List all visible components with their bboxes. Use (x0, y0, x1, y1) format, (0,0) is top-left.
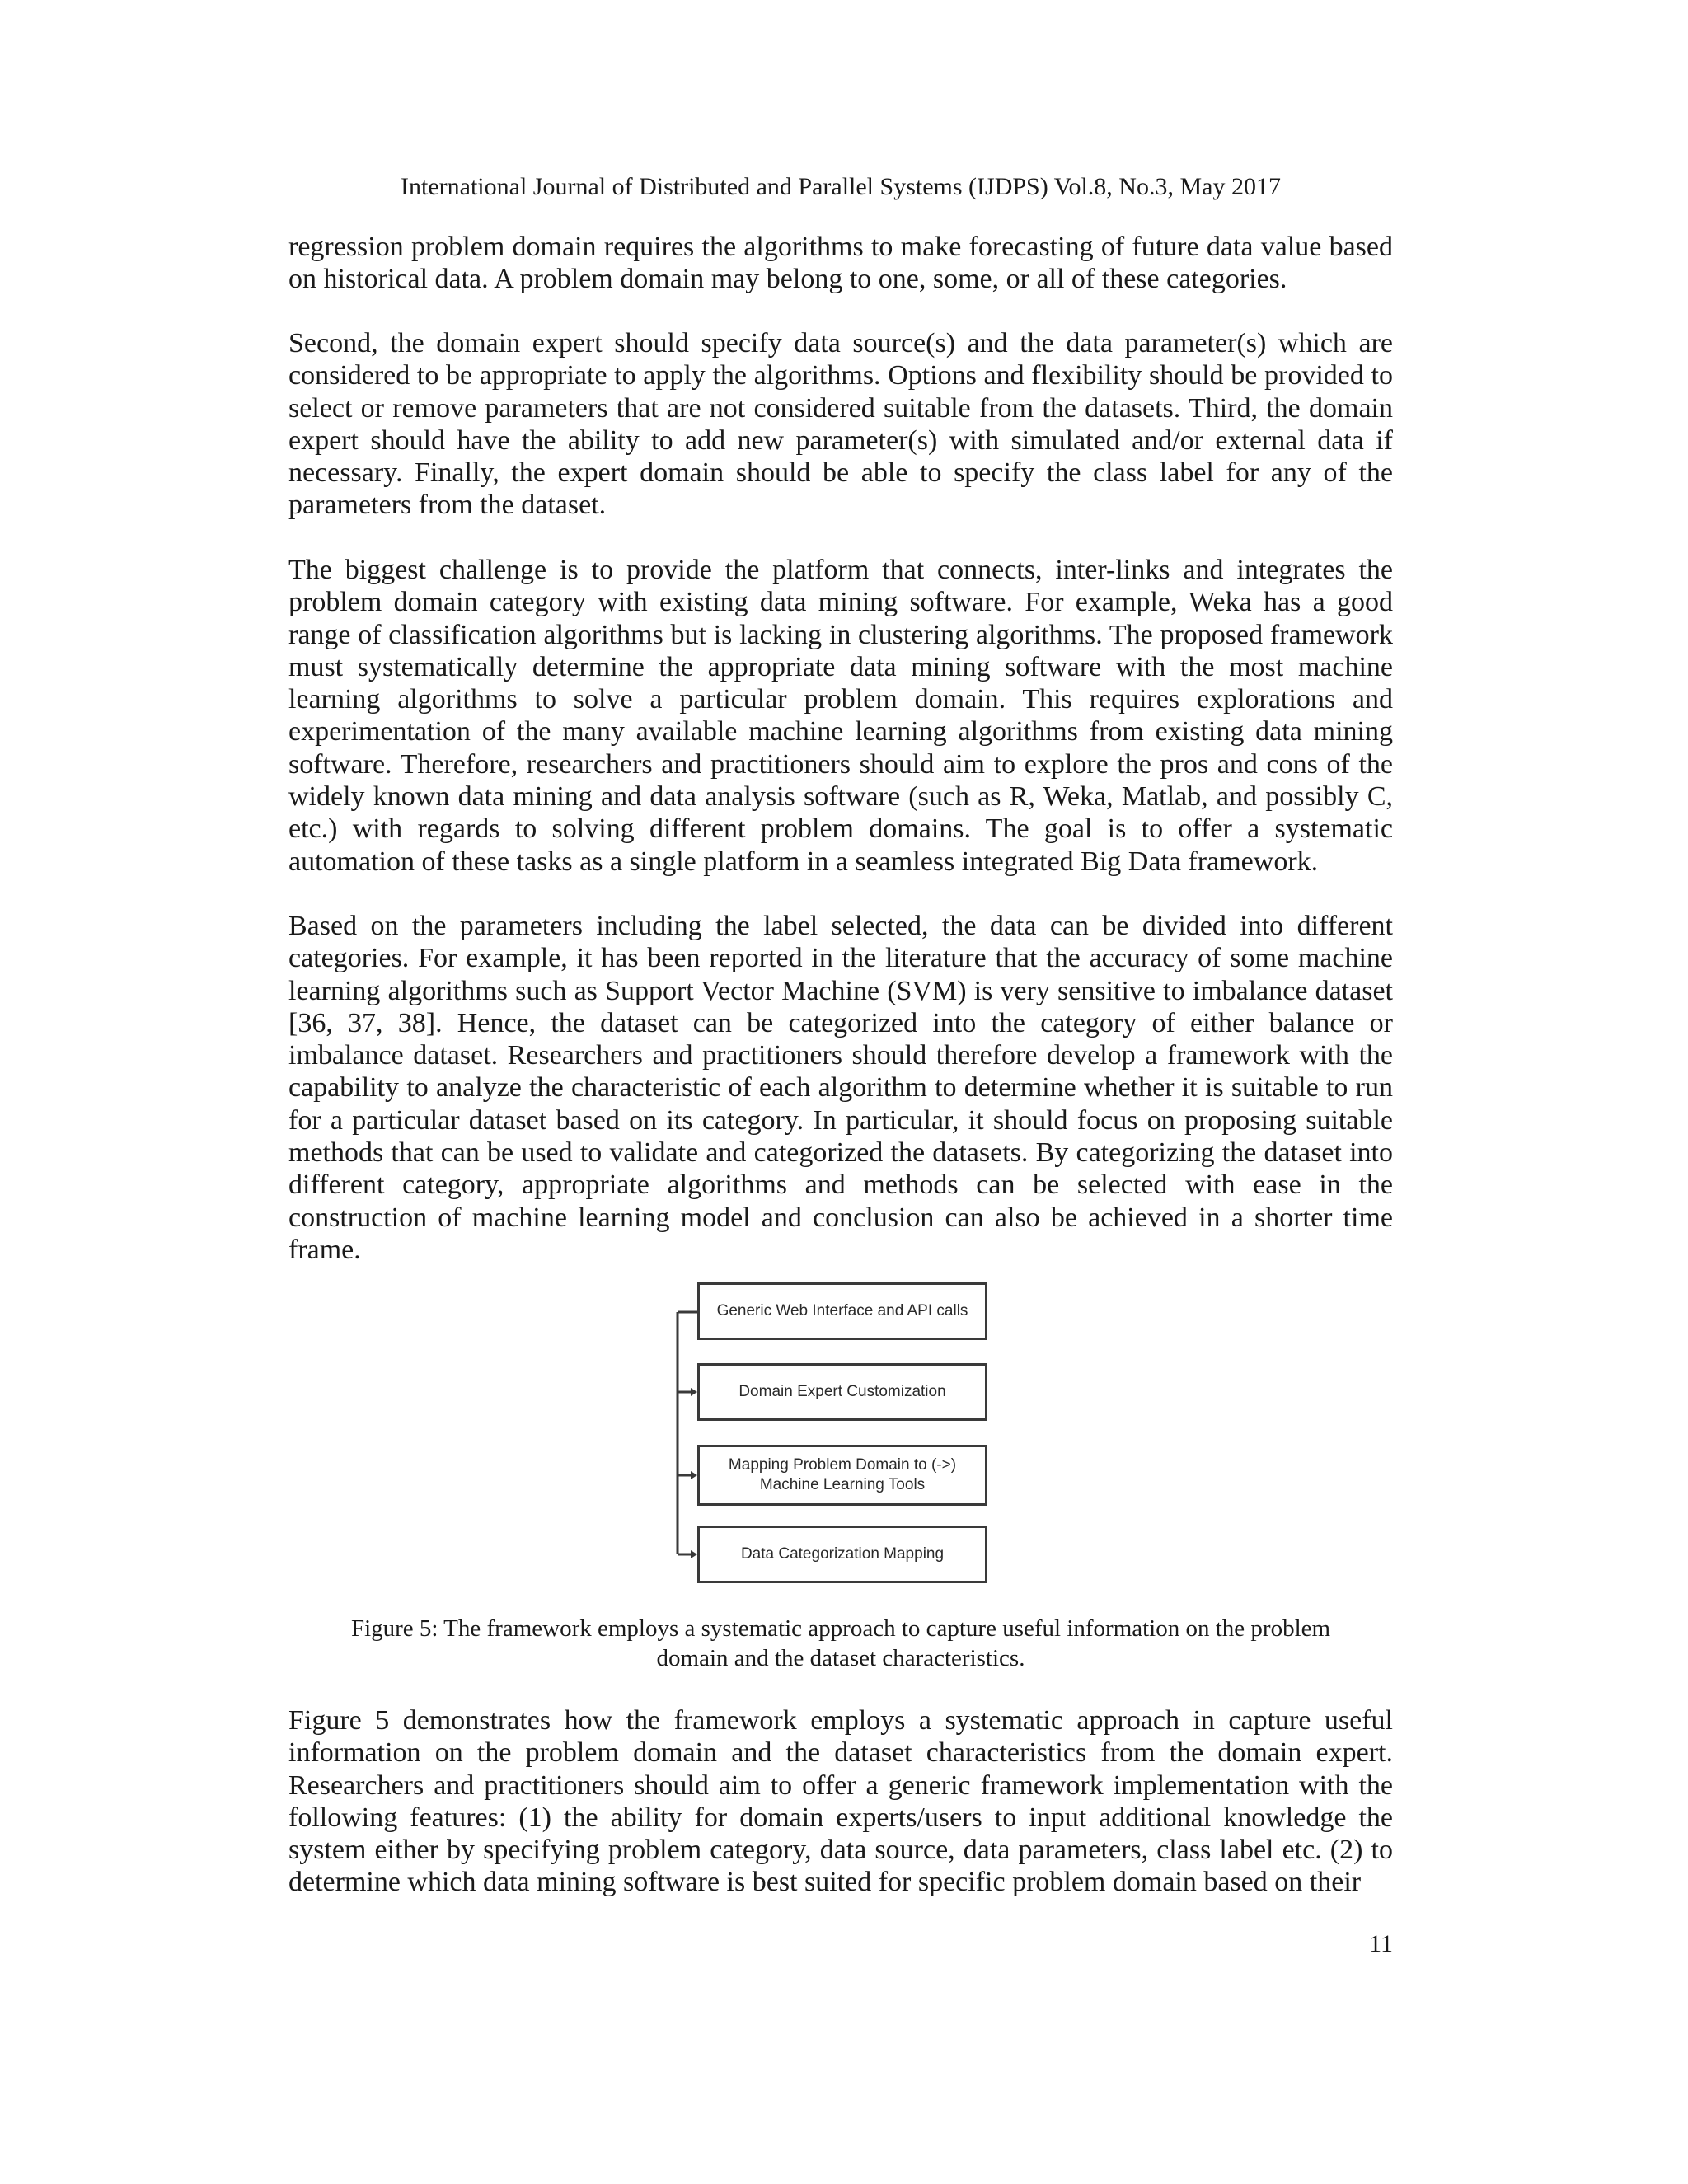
figure-box-web-interface (697, 1282, 987, 1340)
figure-box-domain-expert (697, 1363, 987, 1421)
arrowhead-4 (691, 1550, 697, 1558)
figure-box-label: Data Categorization Mapping (740, 1545, 945, 1563)
body-paragraph-3: The biggest challenge is to provide the platform that connects, inter-links and integrates the problem domain category with existing data mining software. For example, Weka has a good range of classification algorithms but is lacking in clustering algorithms. The proposed framework must systematically determine the appropriate data mining software with the most machine learning algorithms to solve a particular problem domain. This requires explorations and experimentation of the many available machine learning algorithms from existing data mining software. Therefore, researchers and practitioners should aim to explore the pros and cons of the widely known data mining and data analysis software (such as R, Weka, Matlab, and possibly C, etc.) with regards to solving different problem domains. The goal is to offer a systematic automation of these tasks as a single platform in a seamless integrated Big Data framework. (288, 555, 1393, 877)
body-paragraph-2: Second, the domain expert should specify data source(s) and the data parameter(s) which are considered to be appropriate to apply the algorithms. Options and flexibility should be provided to select or remove parameters that are not considered suitable from the datasets. Third, the domain expert should have the ability to add new parameter(s) with simulated and/or external data if necessary. Finally, the expert domain should be able to specify the class label for any of the parameters from the dataset. (288, 328, 1393, 521)
arrowhead-2 (691, 1388, 697, 1396)
body-paragraph-1: regression problem domain requires the algorithms to make forecasting of future data value based on historical data. A problem domain may belong to one, some, or all of these categories. (288, 232, 1393, 295)
figure-box-label: Domain Expert Customization (738, 1383, 946, 1400)
figure-caption: Figure 5: The framework employs a systematic approach to capture useful information on the problem domain and the dataset characteristics. (350, 1615, 1331, 1671)
figure-box-data-categorization (697, 1526, 987, 1583)
body-paragraph-4: Based on the parameters including the label selected, the data can be divided into different categories. For example, it has been reported in the literature that the accuracy of some machine learning algorithms such as Support Vector Machine (SVM) is very sensitive to imbalance dataset [36, 37, 38]. Hence, the dataset can be categorized into the category of either balance or imbalance dataset. Researchers and practitioners should therefore develop a framework with the capability to analyze the characteristic of each algorithm to determine whether it is suitable to run for a particular dataset based on its category. In particular, it should focus on proposing suitable methods that can be used to validate and categorized the datasets. By categorizing the dataset into different category, appropriate algorithms and methods can be selected with ease in the construction of machine learning model and conclusion can also be achieved in a shorter time frame. (288, 911, 1393, 1265)
arrowhead-3 (691, 1471, 697, 1479)
figure-box-mapping (697, 1445, 987, 1506)
figure-5-diagram (674, 1282, 1014, 1587)
running-header: International Journal of Distributed and Parallel Systems (IJDPS) Vol.8, No.3, May 2017 (401, 173, 1281, 200)
figure-box-label: Generic Web Interface and API calls (716, 1302, 968, 1319)
figure-box-label: Mapping Problem Domain to (->) Machine Learning Tools (728, 1456, 957, 1493)
body-paragraph-5: Figure 5 demonstrates how the framework employs a systematic approach in capture useful information on the problem domain and the dataset characteristics from the domain expert. Researchers and practitioners should aim to offer a generic framework implementation with the following features: (1) the ability for domain experts/users to input additional knowledge the system either by specifying problem category, data source, data parameters, class label etc. (2) to determine which data mining software is best suited for specific problem domain based on their (288, 1705, 1393, 1898)
page-number: 11 (1369, 1930, 1393, 1957)
